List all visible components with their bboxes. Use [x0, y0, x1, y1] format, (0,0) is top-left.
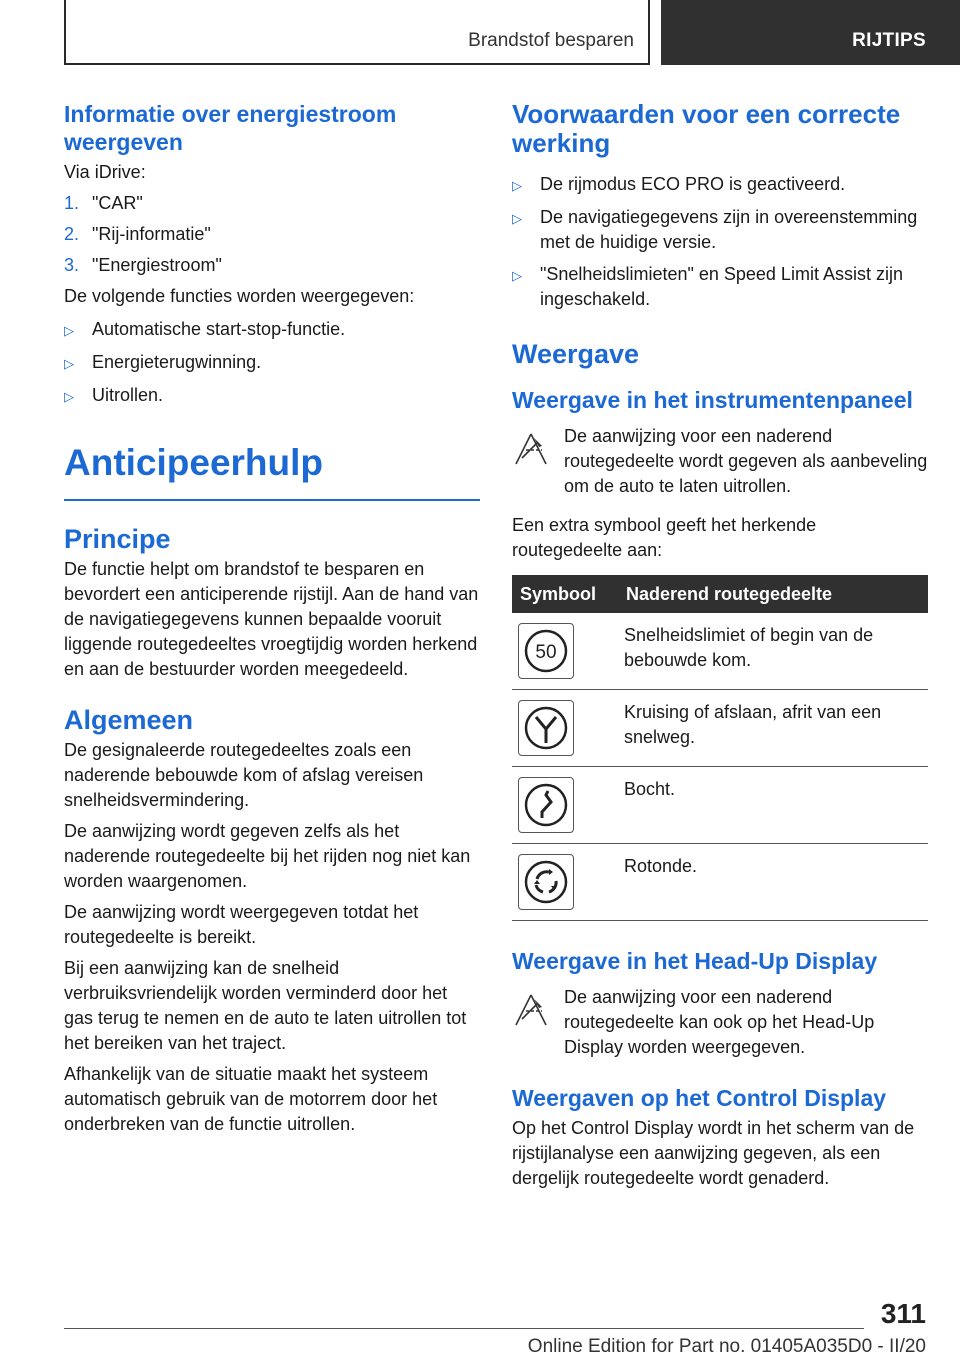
table-cell: Kruising of afslaan, afrit van een snelweg. [618, 690, 928, 767]
symbol-cell [512, 767, 618, 844]
control-display-heading: Weergaven op het Control Display [512, 1085, 887, 1111]
list-item [64, 383, 480, 409]
table-cell: Bocht. [618, 767, 928, 844]
step-number: 1. [64, 193, 80, 213]
table-row [512, 844, 928, 921]
instrument-note [512, 424, 928, 499]
header-separator [648, 0, 650, 64]
symbol-cell [512, 690, 618, 767]
step-text: "CAR" [92, 193, 143, 213]
list-item [64, 317, 480, 343]
triangle-bullet-icon: ▷ [512, 211, 522, 226]
conditions-list [512, 172, 928, 312]
table-header-symbol: Symbool [512, 575, 618, 613]
header-chapter-tab [661, 0, 960, 65]
list-item [512, 262, 928, 312]
chapter-rule [64, 499, 480, 501]
left-column [64, 100, 480, 1137]
symbol-cell [512, 844, 618, 921]
footer-rule [64, 1328, 864, 1329]
list-item [64, 222, 480, 247]
conditions-heading: Voorwaarden voor een correcte werking [512, 99, 901, 158]
step-text: "Energiestroom" [92, 255, 222, 275]
steps-list [64, 191, 480, 278]
triangle-bullet-icon: ▷ [512, 268, 522, 283]
instrument-heading: Weergave in het instrumentenpaneel [512, 387, 913, 413]
list-item [512, 205, 928, 255]
condition-text: De navigatiegegevens zijn in overeenstemming met de huidige versie. [540, 207, 918, 252]
step-number: 3. [64, 255, 80, 275]
extra-symbol-text: Een extra symbool geeft het herkende routegedeelte aan: [512, 515, 817, 560]
triangle-bullet-icon: ▷ [64, 356, 74, 371]
list-item [64, 253, 480, 278]
footer-edition: Online Edition for Part no. 01405A035D0 - II/20 [527, 1336, 926, 1357]
table-header-row [512, 575, 928, 613]
general-heading: Algemeen [64, 705, 194, 735]
general-paragraph: De aanwijzing wordt gegeven zelfs als het naderende routegedeelte bij het rijden nog niet kan worden waargenomen. [64, 821, 471, 891]
header-left-line [64, 0, 66, 64]
function-text: Automatische start-stop-functie. [92, 319, 346, 339]
hud-note-text: De aanwijzing voor een naderend routegedeelte kan ook op het Head-Up Display worden weergegeven. [564, 987, 875, 1057]
display-heading: Weergave [512, 339, 640, 369]
step-text: "Rij-informatie" [92, 224, 211, 244]
road-hint-icon [512, 991, 550, 1029]
road-hint-icon [512, 430, 550, 468]
general-paragraph: De aanwijzing wordt weergegeven totdat het routegedeelte is bereikt. [64, 902, 419, 947]
functions-intro: De volgende functies worden weergegeven: [64, 286, 415, 306]
table-cell: Rotonde. [618, 844, 928, 921]
header-section-title: Brandstof besparen [468, 30, 634, 51]
hud-heading: Weergave in het Head-Up Display [512, 948, 878, 974]
general-paragraph: Bij een aanwijzing kan de snelheid verbruiksvriendelijk worden verminderd door het gas terug te nemen en de auto te laten uitrollen tot het bereiken van het traject. [64, 958, 467, 1053]
junction-icon [518, 700, 574, 756]
table-row [512, 690, 928, 767]
condition-text: "Snelheidslimieten" en Speed Limit Assist zijn ingeschakeld. [540, 264, 903, 309]
function-text: Energieterugwinning. [92, 352, 262, 372]
list-item [64, 350, 480, 376]
speed-limit-label: 50 [535, 642, 557, 663]
list-item [64, 191, 480, 216]
triangle-bullet-icon: ▷ [64, 389, 74, 404]
step-number: 2. [64, 224, 80, 244]
hud-note [512, 985, 928, 1060]
via-idrive: Via iDrive: [64, 162, 146, 182]
general-paragraph: Afhankelijk van de situatie maakt het systeem automatisch gebruik van de motorrem door het onderbreken van de functie uitrollen. [64, 1064, 438, 1134]
header-chapter-label: RIJTIPS [852, 30, 926, 51]
header-bottom-line [64, 63, 650, 65]
function-text: Uitrollen. [92, 385, 164, 405]
functions-list [64, 317, 480, 409]
symbol-table [512, 575, 928, 921]
roundabout-icon [518, 854, 574, 910]
instrument-note-text: De aanwijzing voor een naderend routegedeelte wordt gegeven als aanbeveling om de auto te laten uitrollen. [564, 426, 928, 496]
control-display-text: Op het Control Display wordt in het scherm van de rijstijlanalyse een aanwijzing gegeven, als een dergelijk routegedeelte wordt genaderd. [512, 1118, 915, 1188]
curve-icon [518, 777, 574, 833]
principle-heading: Principe [64, 524, 171, 554]
table-row [512, 767, 928, 844]
right-column [512, 100, 928, 1191]
triangle-bullet-icon: ▷ [64, 323, 74, 338]
table-row [512, 613, 928, 690]
speed-limit-50-icon [518, 623, 574, 679]
list-item [512, 172, 928, 198]
table-header-route: Naderend routegedeelte [618, 575, 928, 613]
general-paragraph: De gesignaleerde routegedeeltes zoals een naderende bebouwde kom of afslag vereisen snelheidsvermindering. [64, 740, 424, 810]
triangle-bullet-icon: ▷ [512, 178, 522, 193]
page-number: 311 [880, 1298, 926, 1329]
symbol-cell [512, 613, 618, 690]
energy-heading: Informatie over energiestroom weergeven [64, 101, 397, 155]
chapter-title: Anticipeerhulp [64, 442, 324, 483]
principle-text: De functie helpt om brandstof te besparen en bevordert een anticiperende rijstijl. Aan de hand van de navigatiegegevens kunnen bepaalde vooruit liggende routegedeeltes vroegtijdig worden herkend en aan de bestuurder worden meegedeeld. [64, 559, 479, 679]
condition-text: De rijmodus ECO PRO is geactiveerd. [540, 174, 846, 194]
table-cell: Snelheidslimiet of begin van de bebouwde kom. [618, 613, 928, 690]
